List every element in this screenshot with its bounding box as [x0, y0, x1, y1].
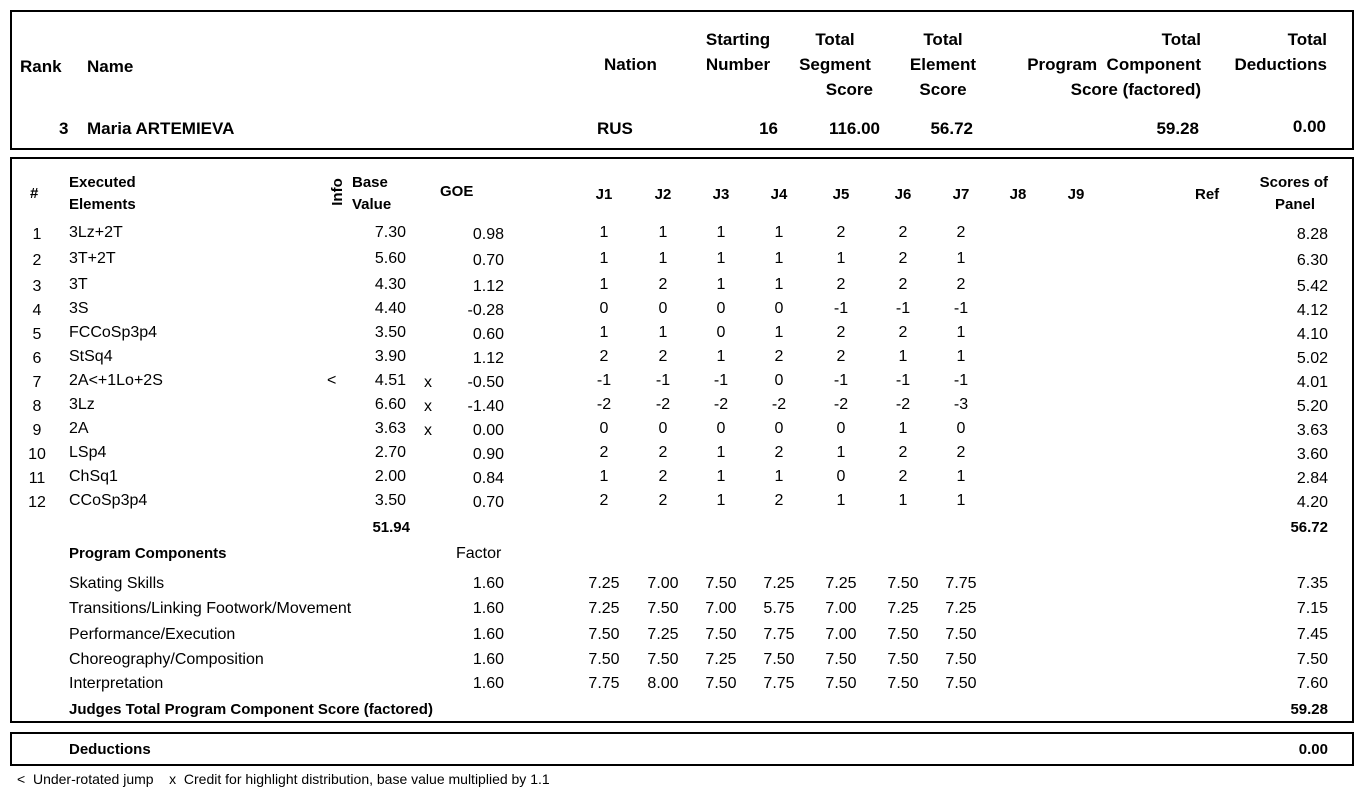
element-judge-score: -1	[895, 372, 911, 389]
element-panel-score: 6.30	[1296, 252, 1328, 269]
pc-judge-score: 7.50	[705, 626, 737, 643]
pc-judge-score: 7.00	[825, 600, 857, 617]
element-judge-score: -1	[713, 372, 729, 389]
element-base-value: 4.30	[374, 276, 406, 293]
pc-judge-score: 7.25	[705, 651, 737, 668]
pc-panel-score: 7.15	[1296, 600, 1328, 617]
deductions-label: Deductions	[69, 741, 151, 758]
element-judge-score: 1	[716, 250, 726, 267]
col-judge-3: J3	[712, 186, 730, 203]
element-judge-score: 0	[836, 468, 846, 485]
col-judge-8: J8	[1009, 186, 1027, 203]
skater-name: Maria ARTEMIEVA	[87, 119, 235, 138]
element-judge-score: 2	[774, 348, 784, 365]
element-judge-score: 2	[658, 492, 668, 509]
element-goe: 0.70	[472, 252, 504, 269]
element-bonus-x: x	[424, 398, 432, 415]
element-judge-score: 0	[716, 324, 726, 341]
element-judge-score: 1	[716, 468, 726, 485]
element-code: 2A<+1Lo+2S	[69, 372, 163, 389]
pc-factor: 1.60	[472, 600, 504, 617]
element-goe: 0.98	[472, 226, 504, 243]
element-judge-score: 1	[599, 250, 609, 267]
element-number: 2	[32, 252, 42, 269]
pc-judge-score: 7.75	[763, 675, 795, 692]
element-judge-score: 2	[898, 276, 908, 293]
element-judge-score: 1	[774, 324, 784, 341]
col-judge-2: J2	[654, 186, 672, 203]
element-judge-score: 0	[716, 420, 726, 437]
pc-panel-score: 7.60	[1296, 675, 1328, 692]
pc-judge-score: 7.50	[825, 651, 857, 668]
element-code: 3Lz+2T	[69, 224, 123, 241]
element-judge-score: -2	[771, 396, 787, 413]
element-judge-score: 2	[956, 276, 966, 293]
footnote: < Under-rotated jump x Credit for highlight distribution, base value multiplied by 1.1	[17, 771, 550, 787]
pc-judge-score: 7.50	[705, 675, 737, 692]
skater-total-segment-score: 116.00	[828, 119, 880, 138]
element-judge-score: 2	[898, 224, 908, 241]
pc-name: Transitions/Linking Footwork/Movement	[69, 600, 352, 617]
element-judge-score: -2	[596, 396, 612, 413]
deductions-value: 0.00	[1298, 741, 1328, 758]
element-goe: -1.40	[467, 398, 504, 415]
element-judge-score: 1	[716, 492, 726, 509]
pc-judge-score: 7.50	[588, 626, 620, 643]
pc-factor: 1.60	[472, 675, 504, 692]
program-components-title: Program Components	[69, 545, 227, 562]
element-judge-score: 2	[898, 250, 908, 267]
pc-judge-score: 7.25	[647, 626, 679, 643]
col-judge-4: J4	[770, 186, 788, 203]
element-goe: 1.12	[472, 278, 504, 295]
element-base-value: 3.90	[374, 348, 406, 365]
element-code: 3T	[69, 276, 88, 293]
element-number: 8	[32, 398, 42, 415]
col-info: Info	[329, 178, 346, 206]
element-judge-score: 1	[836, 444, 846, 461]
element-code: LSp4	[69, 444, 107, 461]
element-judge-score: 2	[898, 468, 908, 485]
element-number: 10	[28, 446, 46, 463]
pc-judge-score: 7.50	[887, 626, 919, 643]
element-judge-score: 1	[716, 348, 726, 365]
col-judge-9: J9	[1067, 186, 1085, 203]
element-base-value: 2.00	[374, 468, 406, 485]
element-panel-score: 8.28	[1296, 226, 1328, 243]
element-judge-score: -2	[833, 396, 849, 413]
element-panel-score: 3.60	[1296, 446, 1328, 463]
element-judge-score: 1	[774, 276, 784, 293]
element-judge-score: 1	[658, 324, 668, 341]
element-panel-score: 4.01	[1296, 374, 1328, 391]
element-goe: 0.84	[472, 470, 504, 487]
element-judge-score: 1	[836, 250, 846, 267]
col-judge-5: J5	[832, 186, 850, 203]
skater-total-pcs: 59.28	[1156, 119, 1199, 138]
element-code: ChSq1	[69, 468, 118, 485]
element-judge-score: 2	[658, 444, 668, 461]
element-judge-score: 2	[599, 492, 609, 509]
col-executed-elements: Executed Elements	[69, 174, 136, 213]
element-judge-score: 1	[774, 250, 784, 267]
element-bonus-x: x	[424, 374, 432, 391]
element-judge-score: 2	[599, 444, 609, 461]
element-number: 7	[32, 374, 42, 391]
pc-judge-score: 7.75	[588, 675, 620, 692]
pc-panel-score: 7.35	[1296, 575, 1328, 592]
element-goe: 0.70	[472, 494, 504, 511]
element-judge-score: 2	[836, 276, 846, 293]
pcs-total-value: 59.28	[1290, 701, 1328, 718]
element-panel-score: 4.20	[1296, 494, 1328, 511]
pc-judge-score: 7.25	[763, 575, 795, 592]
element-judge-score: -1	[655, 372, 671, 389]
element-goe: 0.90	[472, 446, 504, 463]
element-number: 5	[32, 326, 42, 343]
col-rank: Rank	[20, 57, 62, 76]
element-judge-score: 1	[658, 224, 668, 241]
element-judge-score: -1	[833, 372, 849, 389]
skater-starting-number: 16	[759, 119, 778, 138]
element-number: 12	[28, 494, 46, 511]
element-judge-score: 2	[774, 492, 784, 509]
element-code: 3S	[69, 300, 89, 317]
element-judge-score: 0	[956, 420, 966, 437]
element-judge-score: 1	[956, 348, 966, 365]
element-judge-score: -1	[953, 300, 969, 317]
element-judge-score: 1	[716, 444, 726, 461]
element-judge-score: 0	[774, 372, 784, 389]
element-number: 1	[32, 226, 42, 243]
pc-judge-score: 7.50	[647, 600, 679, 617]
col-starting-number: Starting Number	[705, 30, 771, 74]
element-panel-score: 5.42	[1296, 278, 1328, 295]
element-number: 3	[32, 278, 42, 295]
element-base-value: 7.30	[374, 224, 406, 241]
element-judge-score: 0	[599, 420, 609, 437]
pcs-total-label: Judges Total Program Component Score (factored)	[69, 701, 433, 718]
element-number: 11	[28, 470, 46, 487]
element-judge-score: 0	[599, 300, 609, 317]
element-number: 6	[32, 350, 42, 367]
pc-judge-score: 7.50	[647, 651, 679, 668]
element-judge-score: 2	[898, 444, 908, 461]
element-judge-score: 1	[716, 276, 726, 293]
element-judge-score: 0	[658, 300, 668, 317]
pc-judge-score: 7.50	[945, 651, 977, 668]
col-total-segment-score: Total Segment Score	[799, 30, 873, 99]
element-judge-score: 1	[774, 224, 784, 241]
element-judge-score: 2	[599, 348, 609, 365]
pc-name: Performance/Execution	[69, 626, 236, 643]
element-judge-score: 2	[956, 224, 966, 241]
pc-judge-score: 7.50	[887, 575, 919, 592]
element-judge-score: -1	[953, 372, 969, 389]
element-goe: -0.50	[467, 374, 504, 391]
pc-judge-score: 7.25	[588, 600, 620, 617]
element-goe: 0.60	[472, 326, 504, 343]
pc-judge-score: 7.50	[763, 651, 795, 668]
pc-judge-score: 7.50	[887, 651, 919, 668]
element-judge-score: 1	[599, 276, 609, 293]
pc-judge-score: 7.25	[825, 575, 857, 592]
element-goe: -0.28	[467, 302, 504, 319]
element-judge-score: 2	[956, 444, 966, 461]
pc-judge-score: 7.00	[825, 626, 857, 643]
element-number: 4	[32, 302, 42, 319]
element-judge-score: -1	[833, 300, 849, 317]
pc-judge-score: 7.25	[945, 600, 977, 617]
element-judge-score: 1	[898, 492, 908, 509]
col-judge-7: J7	[952, 186, 970, 203]
col-goe: GOE	[440, 183, 474, 200]
pc-panel-score: 7.50	[1296, 651, 1328, 668]
skater-nation: RUS	[597, 119, 633, 138]
element-judge-score: -2	[713, 396, 729, 413]
pc-judge-score: 7.50	[588, 651, 620, 668]
element-judge-score: 1	[716, 224, 726, 241]
col-number: #	[30, 185, 39, 202]
element-panel-score: 5.02	[1296, 350, 1328, 367]
element-panel-score: 2.84	[1296, 470, 1328, 487]
element-base-value: 6.60	[374, 396, 406, 413]
element-judge-score: 1	[599, 468, 609, 485]
element-judge-score: -3	[953, 396, 969, 413]
element-judge-score: 1	[599, 224, 609, 241]
element-judge-score: -1	[596, 372, 612, 389]
element-code: 3T+2T	[69, 250, 116, 267]
element-judge-score: 2	[658, 468, 668, 485]
pc-judge-score: 7.50	[945, 626, 977, 643]
pc-judge-score: 7.25	[887, 600, 919, 617]
elements-score-total: 56.72	[1290, 519, 1328, 536]
element-judge-score: 0	[774, 300, 784, 317]
element-judge-score: 2	[898, 324, 908, 341]
element-judge-score: 0	[836, 420, 846, 437]
pc-judge-score: 7.50	[945, 675, 977, 692]
col-base-value: Base Value	[352, 174, 392, 213]
pc-name: Skating Skills	[69, 575, 165, 592]
element-base-value: 3.63	[374, 420, 406, 437]
pc-name: Choreography/Composition	[69, 651, 264, 668]
element-judge-score: -2	[895, 396, 911, 413]
col-total-deductions: Total Deductions	[1234, 30, 1327, 74]
col-name: Name	[87, 57, 134, 76]
col-judge-6: J6	[894, 186, 912, 203]
element-judge-score: 1	[599, 324, 609, 341]
pc-factor: 1.60	[472, 626, 504, 643]
element-judge-score: 1	[658, 250, 668, 267]
element-judge-score: 0	[658, 420, 668, 437]
col-judge-1: J1	[595, 186, 613, 203]
element-judge-score: 1	[956, 250, 966, 267]
element-number: 9	[32, 422, 42, 439]
element-goe: 1.12	[472, 350, 504, 367]
pc-factor: 1.60	[472, 651, 504, 668]
element-panel-score: 5.20	[1296, 398, 1328, 415]
pc-name: Interpretation	[69, 675, 164, 692]
element-code: StSq4	[69, 348, 113, 365]
element-judge-score: 2	[836, 224, 846, 241]
element-bonus-x: x	[424, 422, 432, 439]
element-judge-score: 2	[836, 348, 846, 365]
element-judge-score: 2	[774, 444, 784, 461]
col-scores-of-panel: Scores of Panel	[1259, 174, 1328, 213]
pc-panel-score: 7.45	[1296, 626, 1328, 643]
element-judge-score: 1	[898, 348, 908, 365]
element-info: <	[327, 372, 337, 389]
element-judge-score: 1	[898, 420, 908, 437]
element-goe: 0.00	[472, 422, 504, 439]
element-code: CCoSp3p4	[69, 492, 148, 509]
element-judge-score: 1	[956, 492, 966, 509]
pc-judge-score: 7.25	[588, 575, 620, 592]
element-base-value: 3.50	[374, 324, 406, 341]
element-base-value: 5.60	[374, 250, 406, 267]
element-judge-score: 1	[956, 468, 966, 485]
pc-judge-score: 7.50	[887, 675, 919, 692]
skater-total-element-score: 56.72	[930, 119, 973, 138]
pc-factor: 1.60	[472, 575, 504, 592]
col-ref: Ref	[1195, 186, 1220, 203]
element-judge-score: -1	[895, 300, 911, 317]
element-judge-score: 1	[774, 468, 784, 485]
element-panel-score: 3.63	[1296, 422, 1328, 439]
element-base-value: 3.50	[374, 492, 406, 509]
factor-label: Factor	[456, 545, 502, 562]
deductions-box	[10, 732, 1354, 766]
col-nation: Nation	[604, 55, 657, 74]
element-base-value: 4.51	[374, 372, 406, 389]
element-judge-score: 2	[658, 348, 668, 365]
pc-judge-score: 7.50	[705, 575, 737, 592]
element-panel-score: 4.12	[1296, 302, 1328, 319]
pc-judge-score: 7.75	[945, 575, 977, 592]
pc-judge-score: 7.50	[825, 675, 857, 692]
element-judge-score: 1	[836, 492, 846, 509]
element-judge-score: 0	[774, 420, 784, 437]
element-panel-score: 4.10	[1296, 326, 1328, 343]
element-judge-score: -2	[655, 396, 671, 413]
element-judge-score: 2	[836, 324, 846, 341]
element-judge-score: 0	[716, 300, 726, 317]
element-code: FCCoSp3p4	[69, 324, 158, 341]
element-base-value: 2.70	[374, 444, 406, 461]
pc-judge-score: 7.00	[647, 575, 679, 592]
base-value-total: 51.94	[372, 519, 410, 536]
skater-total-deductions: 0.00	[1292, 117, 1326, 136]
element-judge-score: 2	[658, 276, 668, 293]
pc-judge-score: 7.75	[763, 626, 795, 643]
pc-judge-score: 8.00	[647, 675, 679, 692]
col-total-pcs: Total Program Component Score (factored)	[1027, 30, 1201, 99]
pc-judge-score: 7.00	[705, 600, 737, 617]
skater-rank: 3	[59, 119, 69, 138]
element-code: 2A	[69, 420, 89, 437]
element-base-value: 4.40	[374, 300, 406, 317]
col-total-element-score: Total Element Score	[909, 30, 977, 99]
element-judge-score: 1	[956, 324, 966, 341]
pc-judge-score: 5.75	[763, 600, 795, 617]
element-code: 3Lz	[69, 396, 95, 413]
